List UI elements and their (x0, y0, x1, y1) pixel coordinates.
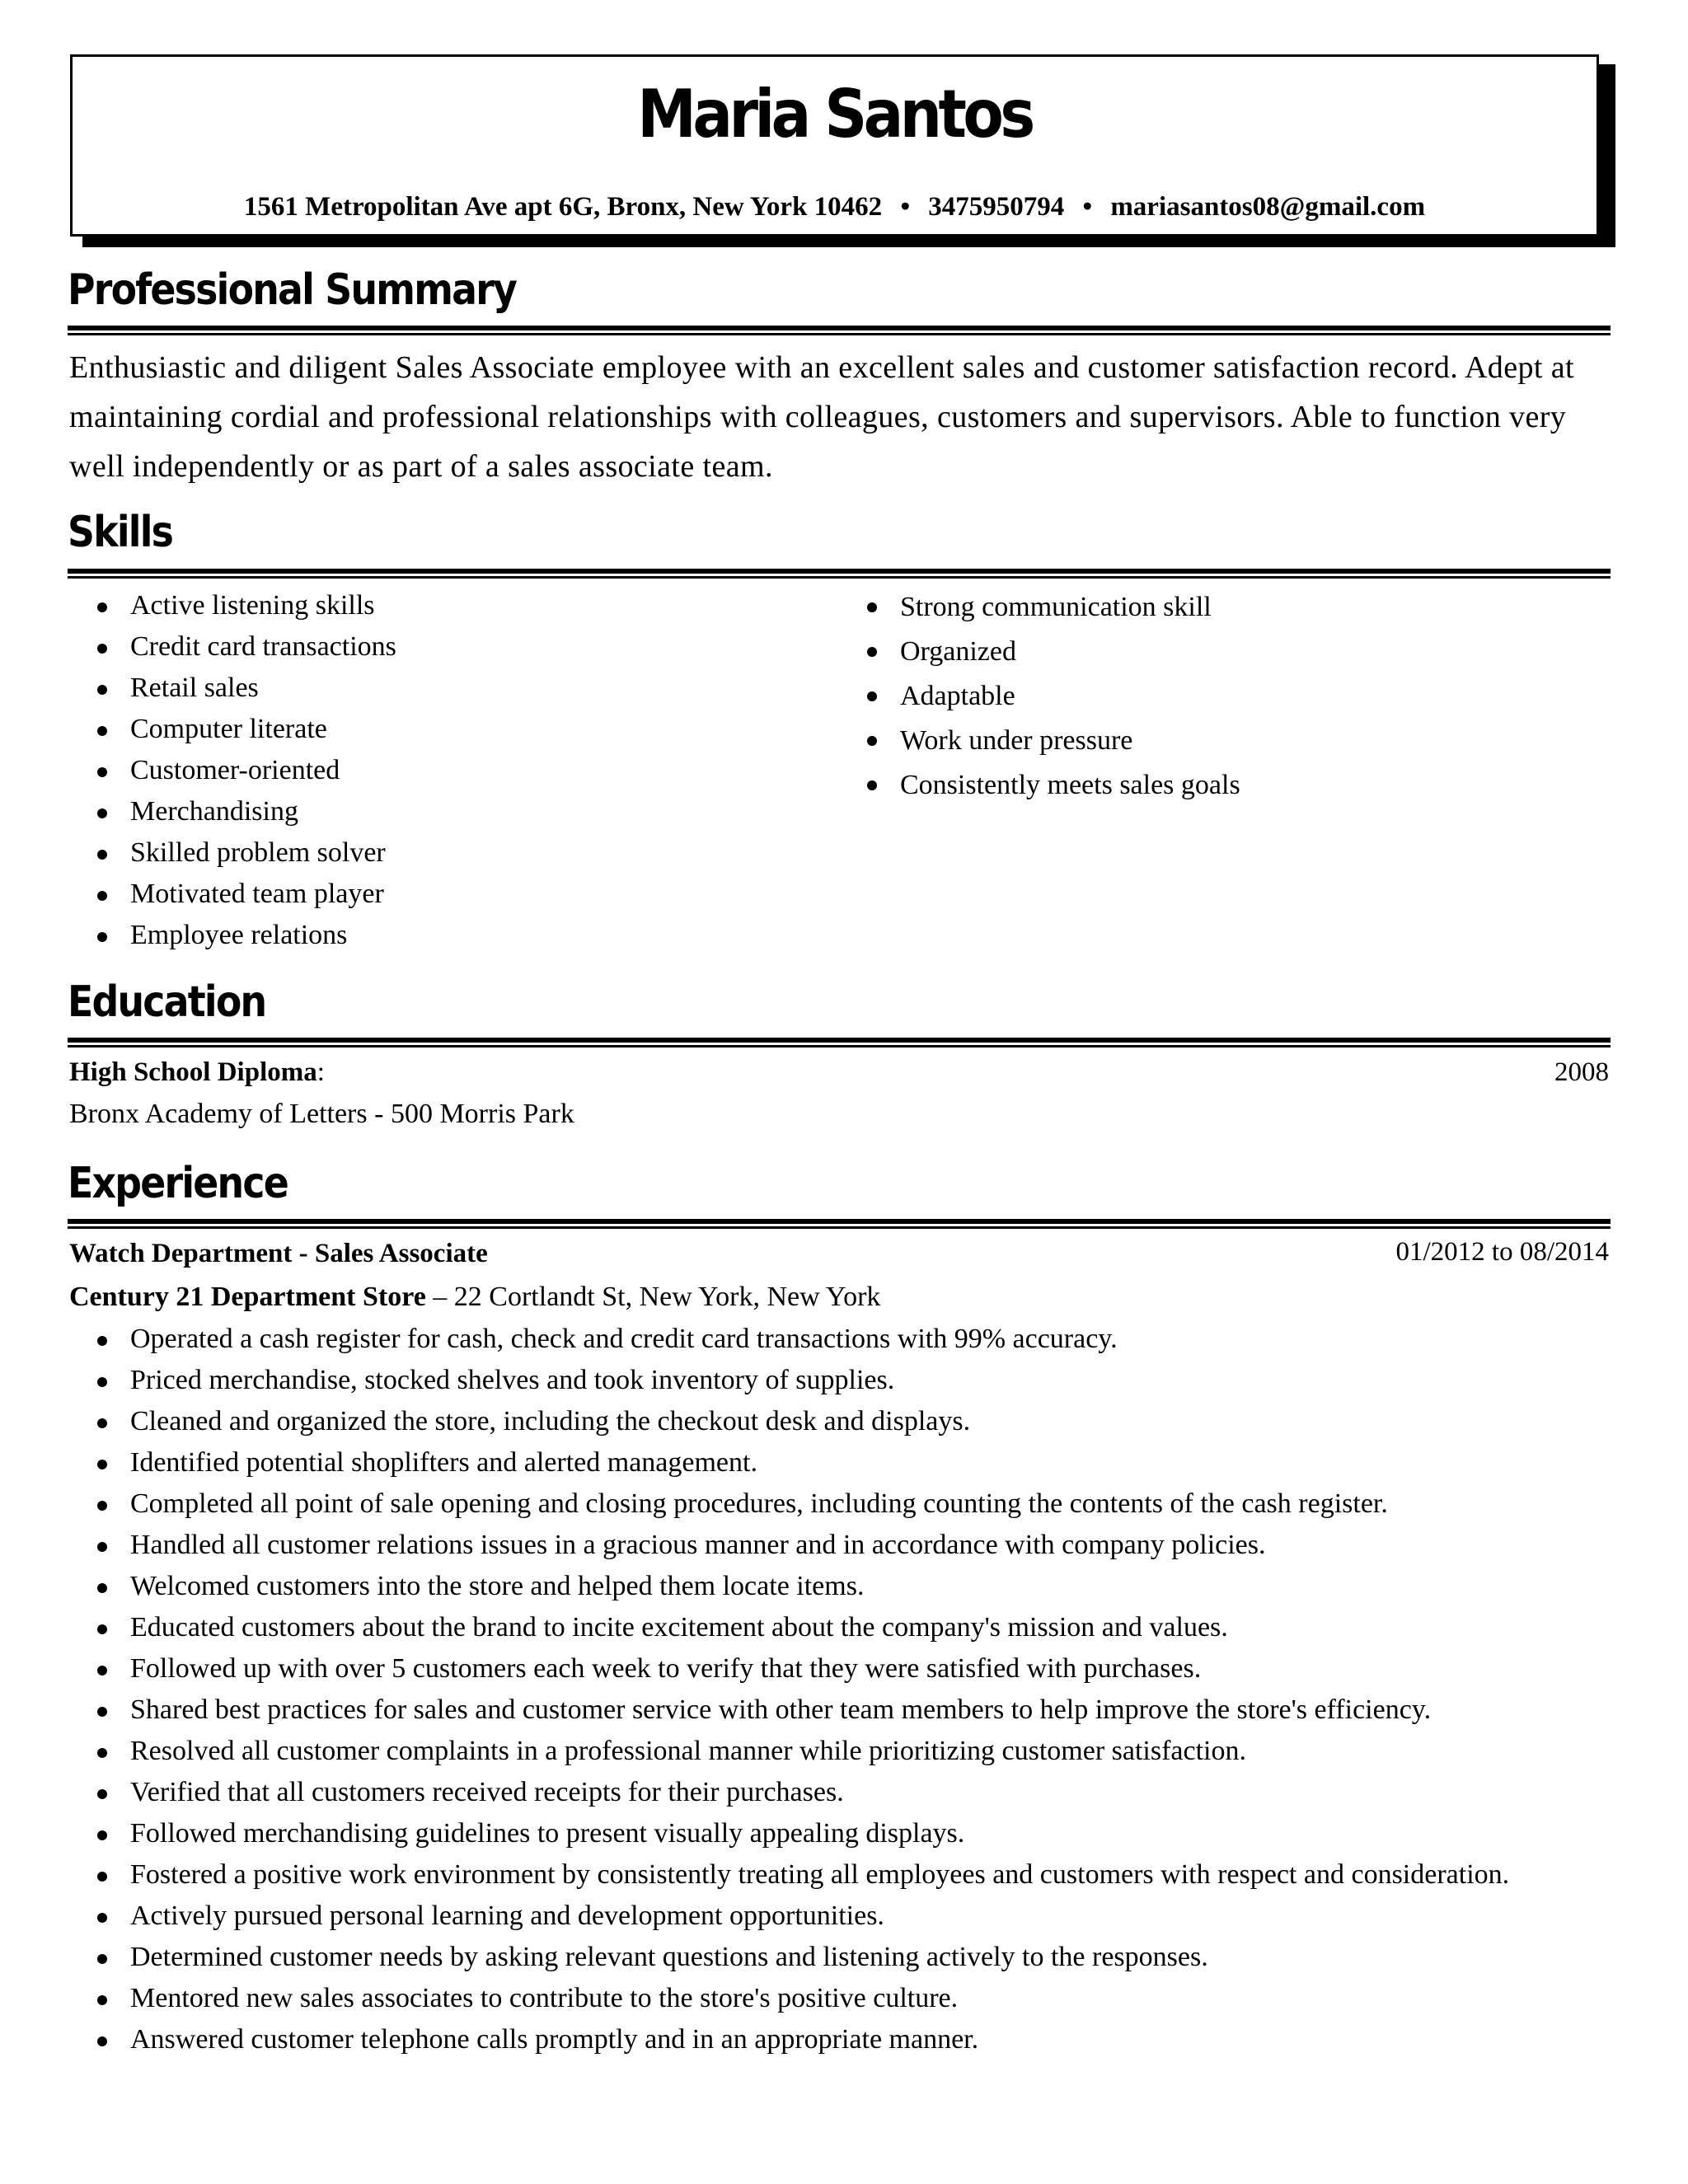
job-dates: 01/2012 to 08/2014 (1395, 1237, 1609, 1267)
job-title: Watch Department - Sales Associate (69, 1239, 488, 1268)
contact-line (73, 194, 1597, 221)
list-item: Motivated team player (68, 874, 809, 915)
education-degree (69, 1056, 325, 1089)
list-item: Customer-oriented (68, 750, 809, 791)
list-item: Credit card transactions (68, 626, 809, 668)
degree-colon: : (316, 1057, 325, 1087)
list-item: Handled all customer relations issues in a gracious manner and in accordance with company policies. (68, 1525, 1576, 1566)
list-item: Skilled problem solver (68, 832, 809, 874)
skills-heading: Skills (68, 508, 173, 557)
list-item: Mentored new sales associates to contribute to the store's positive culture. (68, 1978, 1576, 2019)
list-item: Answered customer telephone calls promptly and in an appropriate manner. (68, 2019, 1576, 2060)
address: 1561 Metropolitan Ave apt 6G, Bronx, New York 10462 (243, 192, 883, 222)
education-school: Bronx Academy of Letters - 500 Morris Park (69, 1099, 574, 1129)
list-item: Educated customers about the brand to incite excitement about the company's mission and values. (68, 1607, 1576, 1648)
employer-line (69, 1281, 880, 1314)
list-item: Cleaned and organized the store, including the checkout desk and displays. (68, 1401, 1576, 1442)
list-item: Completed all point of sale opening and closing procedures, including counting the contents of the cash register. (68, 1483, 1576, 1525)
list-item: Computer literate (68, 709, 809, 750)
section-rule (68, 1038, 1611, 1047)
education-heading: Education (68, 977, 266, 1027)
experience-heading: Experience (68, 1159, 288, 1208)
bullet-separator: • (900, 192, 910, 222)
list-item: Fostered a positive work environment by consistently treating all employees and customers with respect and consideration. (68, 1854, 1576, 1896)
list-item: Priced merchandise, stocked shelves and took inventory of supplies. (68, 1360, 1576, 1401)
candidate-name: Maria Santos (637, 76, 1032, 152)
list-item: Operated a cash register for cash, check and credit card transactions with 99% accuracy. (68, 1319, 1576, 1360)
list-item: Determined customer needs by asking relevant questions and listening actively to the responses. (68, 1937, 1576, 1978)
list-item: Verified that all customers received receipts for their purchases. (68, 1772, 1576, 1813)
education-year: 2008 (1554, 1057, 1609, 1087)
section-rule (68, 1219, 1611, 1229)
list-item: Merchandising (68, 791, 809, 832)
employer-location: – 22 Cortlandt St, New York, New York (425, 1282, 881, 1312)
summary-text: Enthusiastic and diligent Sales Associate employee with an excellent sales and customer satisfaction record. Adept at maintaining cordial and professional relationships with colleagues, customers and supervisors. Able to function very well independently or as part of a sales associate team. (69, 350, 1574, 484)
bullet-separator: • (1082, 192, 1093, 222)
email: mariasantos08@gmail.com (1110, 192, 1426, 222)
list-item: Adaptable (837, 674, 1579, 719)
list-item: Consistently meets sales goals (837, 763, 1579, 808)
experience-bullets (68, 1319, 1576, 2060)
section-rule (68, 569, 1611, 579)
list-item: Strong communication skill (837, 585, 1579, 630)
list-item: Active listening skills (68, 585, 809, 626)
list-item: Followed merchandising guidelines to present visually appealing displays. (68, 1813, 1576, 1854)
list-item: Identified potential shoplifters and alerted management. (68, 1442, 1576, 1483)
list-item: Shared best practices for sales and customer service with other team members to help improve the store's efficiency. (68, 1690, 1576, 1731)
list-item: Welcomed customers into the store and helped them locate items. (68, 1566, 1576, 1607)
phone: 3475950794 (928, 192, 1065, 222)
degree-name: High School Diploma (69, 1057, 317, 1087)
list-item: Resolved all customer complaints in a professional manner while prioritizing customer satisfaction. (68, 1731, 1576, 1772)
employer-name: Century 21 Department Store (69, 1282, 426, 1312)
header-box (70, 54, 1599, 237)
list-item: Followed up with over 5 customers each week to verify that they were satisfied with purchases. (68, 1648, 1576, 1690)
list-item: Retail sales (68, 668, 809, 709)
skills-list-left (68, 585, 809, 956)
section-rule (68, 326, 1611, 335)
list-item: Work under pressure (837, 719, 1579, 763)
skills-list-right (837, 585, 1579, 808)
summary-heading: Professional Summary (68, 265, 517, 315)
list-item: Employee relations (68, 915, 809, 956)
list-item: Organized (837, 630, 1579, 674)
list-item: Actively pursued personal learning and development opportunities. (68, 1896, 1576, 1937)
